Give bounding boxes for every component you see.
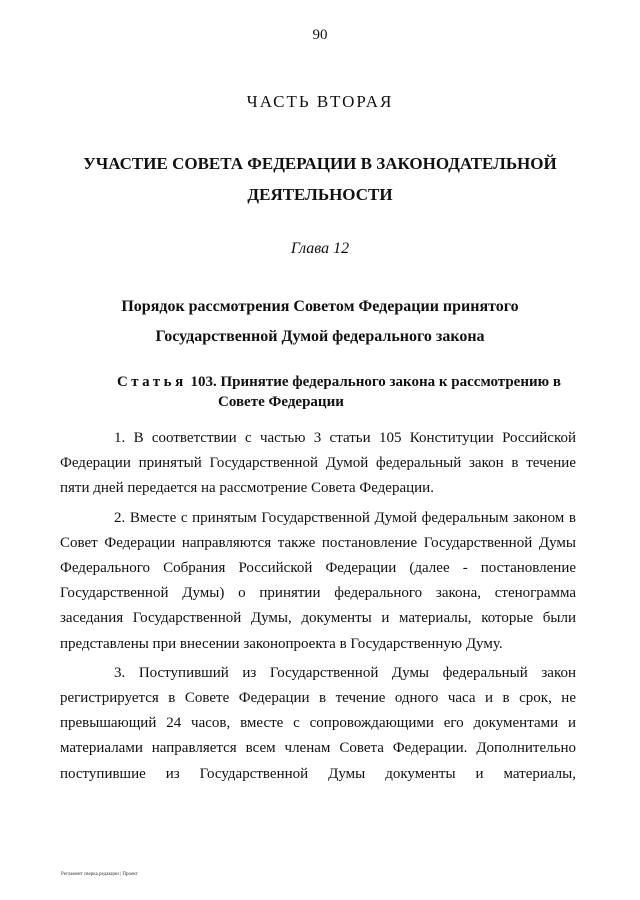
section-title-line-1: УЧАСТИЕ СОВЕТА ФЕДЕРАЦИИ В ЗАКОНОДАТЕЛЬНОЙ xyxy=(83,154,557,173)
article-title-line-1: Принятие федерального закона к рассмотрению в xyxy=(220,374,561,390)
paragraph-1: 1. В соответствии с частью 3 статьи 105 Конституции Российской Федерации принятый Государственной Думой федеральный закон в течение пяти дней передается на рассмотрение Совета Федерации. xyxy=(60,430,576,497)
chapter-title-line-1: Порядок рассмотрения Советом Федерации принятого xyxy=(121,298,519,315)
article-body xyxy=(60,426,576,787)
chapter-heading: Глава 12 xyxy=(290,240,350,257)
chapter-title-line-2: Государственной Думой федерального закона xyxy=(155,328,485,345)
section-title-line-2: ДЕЯТЕЛЬНОСТИ xyxy=(247,185,393,204)
section-title xyxy=(60,148,580,210)
article-number: 103. xyxy=(190,374,217,390)
page-number: 90 xyxy=(312,27,328,43)
article-title-line-2: Совете Федерации xyxy=(218,394,344,410)
paragraph-2: 2. Вместе с принятым Государственной Думой федеральным законом в Совет Федерации направляются также постановление Государственной Думы Федерального Собрания Российской Федерации (далее - постановление Государственной Думы) о принятии федерального закона, стенограмма заседания Государственной Думы, документы и материалы, которые были представлены при внесении законопроекта в Государственную Думу. xyxy=(60,509,576,652)
paragraph-3: 3. Поступивший из Государственной Думы федеральный закон регистрируется в Совете Федерации в течение одного часа и в срок, не превышающий 24 часов, вместе с сопровождающими его документами и материалами направляется всем членам Совета Федерации. Дополнительно поступившие из Государственной Думы документы и материалы, xyxy=(60,664,576,782)
footer-note: Регламент сверка редакции | Проект xyxy=(61,872,138,877)
part-title: ЧАСТЬ ВТОРАЯ xyxy=(246,92,394,111)
article-label: Статья xyxy=(117,374,187,390)
article-heading xyxy=(117,372,577,412)
chapter-title xyxy=(60,292,580,352)
